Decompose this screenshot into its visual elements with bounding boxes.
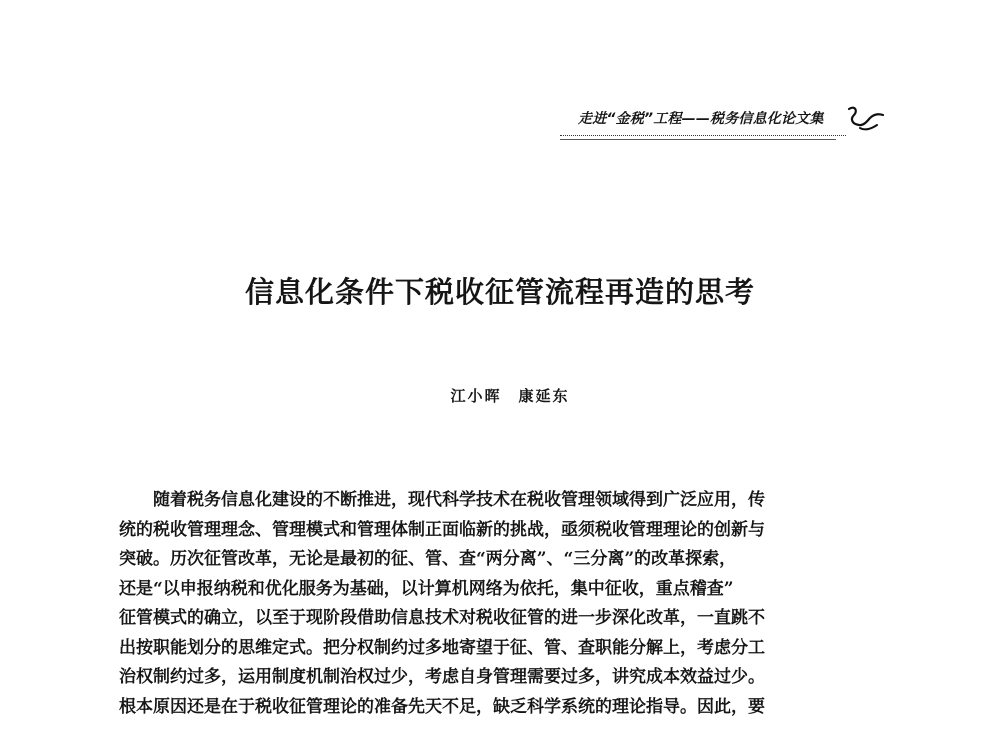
body-line: 突破。历次征管改革，无论是最初的征、管、查“两分离”、“三分离”的改革探索， [119,549,737,569]
body-line: 治权制约过多，运用制度机制治权过少，考虑自身管理需要过多，讲究成本效益过少。 [119,667,765,687]
handwritten-mark-icon [840,100,890,140]
article-body [119,486,886,722]
body-line: 征管模式的确立，以至于现阶段借助信息技术对税收征管的进一步深化改革，一直跳不 [119,608,765,628]
body-line: 统的税收管理理念、管理模式和管理体制正面临新的挑战，亟须税收管理理论的创新与 [119,519,765,540]
body-line: 随着税务信息化建设的不断推进，现代科学技术在税收管理领域得到广泛应用，传 [153,490,765,510]
body-line: 出按职能划分的思维定式。把分权制约过多地寄望于征、管、查职能分解上，考虑分工 [119,637,765,658]
running-header [560,108,860,140]
page-bottom-edge [0,741,1000,749]
body-line: 根本原因还是在于税收征管理论的准备先天不足，缺乏科学系统的理论指导。因此，要 [119,696,765,717]
header-rule [560,135,846,136]
article-title: 信息化条件下税收征管流程再造的思考 [244,275,755,309]
body-line: 还是“以申报纳税和优化服务为基础，以计算机网络为依托，集中征收，重点稽查” [119,578,734,599]
header-rule-lower [560,139,836,140]
running-header-title: 走进“金税”工程——税务信息化论文集 [578,111,824,127]
article-authors: 江小晖 康延东 [450,387,570,405]
